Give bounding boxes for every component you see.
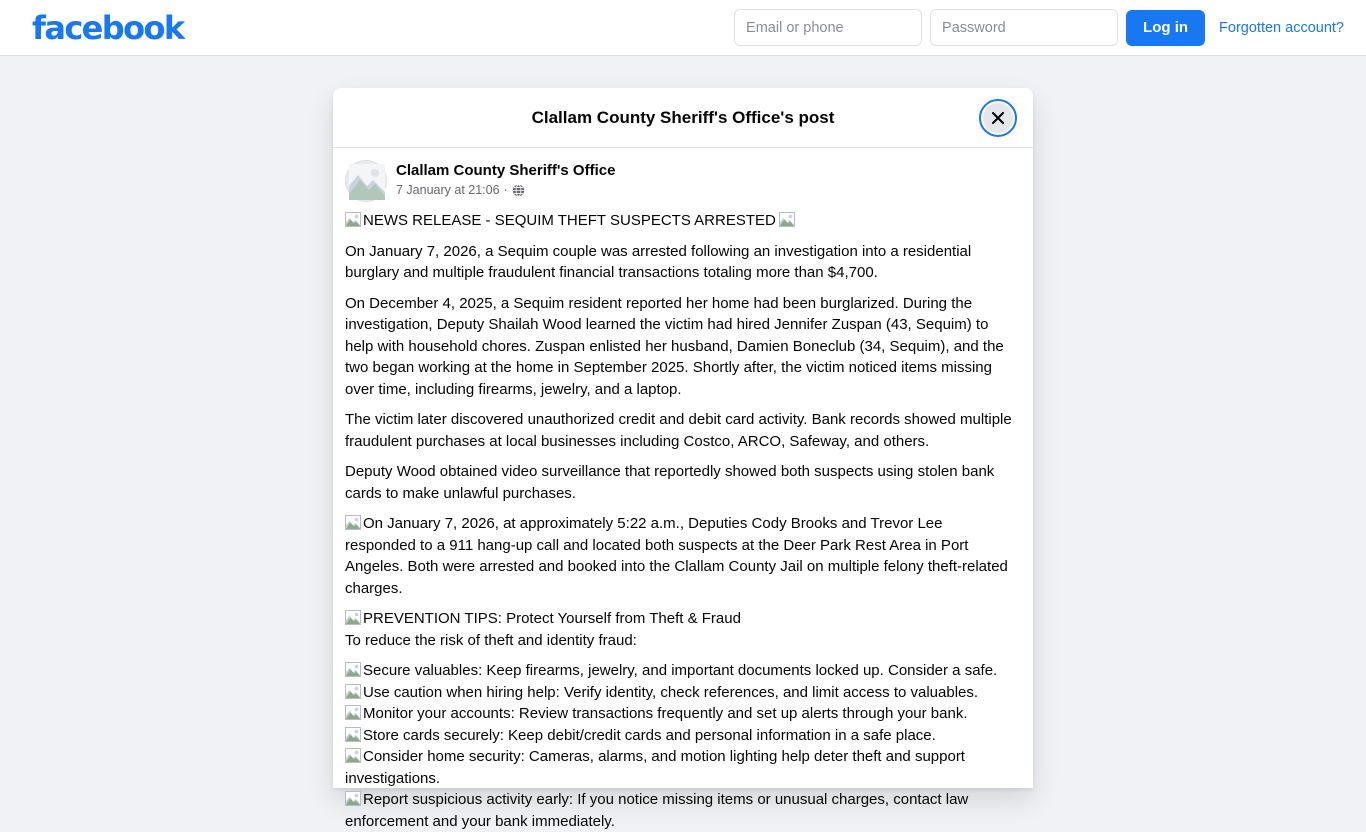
post-headline-line — [345, 210, 1017, 232]
prevention-tip-text: Report suspicious activity early: If you notice missing items or unusual charges, contact law enforcement and your bank immediately. — [345, 791, 969, 830]
forgotten-account-link[interactable]: Forgotten account? — [1219, 19, 1344, 36]
post-author-meta — [396, 160, 615, 199]
prevention-tips-intro: To reduce the risk of theft and identity fraud: — [345, 631, 637, 649]
prevention-tip-text: Secure valuables: Keep firearms, jewelry, and important documents locked up. Consider a safe. — [363, 662, 998, 679]
facebook-logo[interactable]: facebook — [32, 9, 184, 47]
broken-image-icon — [345, 684, 361, 699]
broken-image-icon — [345, 662, 361, 677]
log-in-button[interactable]: Log in — [1126, 10, 1205, 46]
modal-header — [333, 88, 1033, 148]
post-modal-dialog — [333, 88, 1033, 830]
email-or-phone-input[interactable] — [734, 9, 922, 46]
prevention-tip-item — [345, 682, 1017, 704]
prevention-tip-item — [345, 660, 1017, 682]
broken-image-icon — [345, 727, 361, 742]
prevention-tip-item — [345, 746, 1017, 789]
post-text-body — [345, 210, 1017, 832]
post-author-row — [345, 160, 1017, 202]
post-author-name[interactable]: Clallam County Sheriff's Office — [396, 162, 616, 179]
prevention-tip-text: Store cards securely: Keep debit/credit cards and personal information in a safe place. — [363, 726, 936, 744]
broken-image-icon — [345, 515, 361, 530]
password-input[interactable] — [930, 9, 1118, 46]
prevention-tips-heading: PREVENTION TIPS: Protect Yourself from Theft & Fraud — [363, 610, 741, 627]
timestamp-separator: · — [503, 183, 508, 197]
prevention-tips-heading-line — [345, 608, 1017, 630]
close-icon — [983, 103, 1013, 133]
prevention-tip-item — [345, 725, 1017, 747]
post-content — [333, 148, 1033, 832]
login-form — [734, 9, 1358, 46]
broken-image-icon — [345, 610, 361, 625]
broken-image-icon — [779, 212, 795, 227]
modal-title: Clallam County Sheriff's Office's post — [531, 107, 835, 127]
post-timestamp-row — [396, 182, 615, 199]
post-paragraph: On January 7, 2026, a Sequim couple was arrested following an investigation into a residential burglary and multiple fraudulent financial transactions totaling more than $4,700. — [345, 242, 972, 281]
globe-icon — [512, 184, 525, 197]
broken-image-icon — [345, 791, 361, 806]
post-paragraph: The victim later discovered unauthorized credit and debit card activity. Bank records showed multiple fraudulent purchases at local businesses including Costco, ARCO, Safeway, and others. — [345, 411, 1012, 450]
post-headline-text: NEWS RELEASE - SEQUIM THEFT SUSPECTS ARRESTED — [363, 212, 776, 229]
post-paragraph: On December 4, 2025, a Sequim resident reported her home had been burglarized. During the investigation, Deputy Shailah Wood learned the victim had hired Jennifer Zuspan (43, Sequim) to help with household chores. Zuspan enlisted her husband, Damien Boneclub (34, Sequim), and the two began working at the home in September 2025. Shortly after, the victim noticed items missing over time, including firearms, jewelry, and a laptop. — [345, 294, 1004, 398]
post-arrest-text: On January 7, 2026, at approximately 5:22 a.m., Deputies Cody Brooks and Trevor Lee responded to a 911 hang-up call and located both suspects at the Deer Park Rest Area in Port Angeles. Both were arrested and booked into the Clallam County Jail on multiple felony theft-related charges. — [345, 515, 1008, 597]
prevention-tip-item — [345, 703, 1017, 725]
prevention-tip-text: Monitor your accounts: Review transactions frequently and set up alerts through your bank. — [363, 705, 968, 722]
post-paragraph: Deputy Wood obtained video surveillance that reportedly showed both suspects using stolen bank cards to make unlawful purchases. — [345, 463, 995, 502]
prevention-tip-text: Use caution when hiring help: Verify identity, check references, and limit access to valuables. — [363, 683, 979, 701]
prevention-tip-text: Consider home security: Cameras, alarms, and motion lighting help deter theft and support investigations. — [345, 748, 965, 787]
prevention-tip-item — [345, 789, 1017, 832]
broken-image-icon — [345, 748, 361, 763]
broken-image-icon — [345, 212, 361, 227]
broken-image-icon — [345, 705, 361, 720]
avatar[interactable] — [345, 160, 387, 202]
post-arrest-paragraph — [345, 513, 1017, 599]
close-button[interactable] — [979, 99, 1017, 137]
facebook-top-login-bar — [0, 0, 1366, 56]
post-timestamp[interactable]: 7 January at 21:06 — [396, 183, 500, 197]
